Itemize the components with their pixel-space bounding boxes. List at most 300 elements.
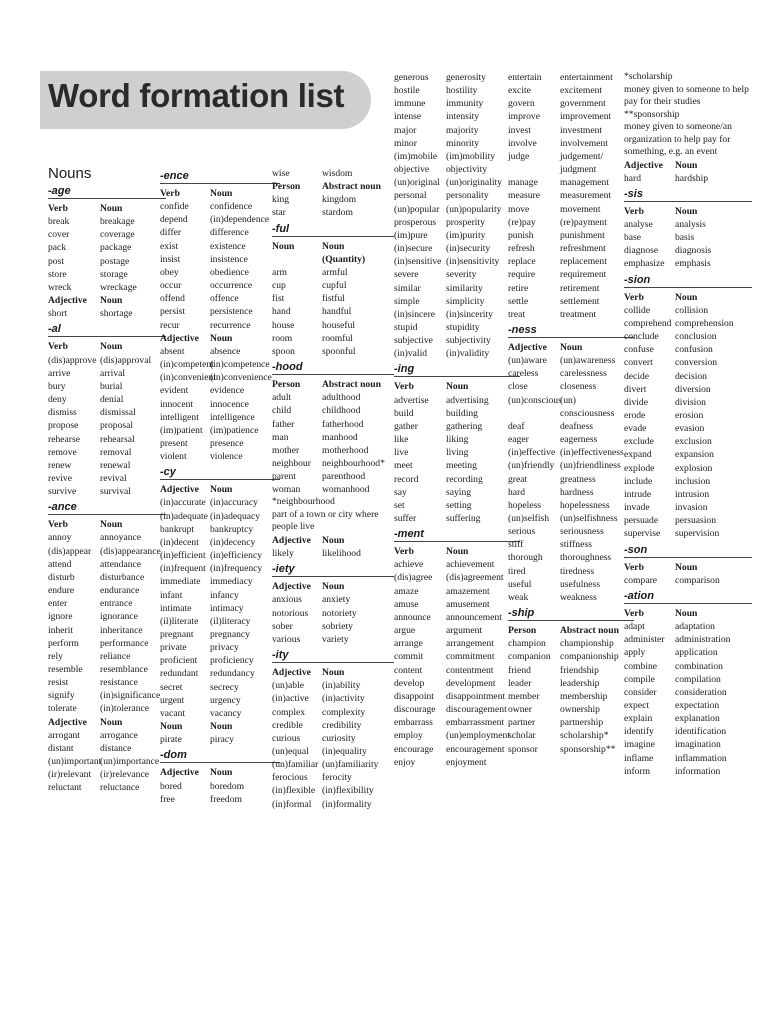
- base-word: major: [394, 124, 417, 136]
- header-left: Adjective: [48, 716, 87, 728]
- base-word: (in)valid: [394, 348, 428, 360]
- derived-noun: motherhood: [322, 444, 369, 456]
- derived-noun: comparison: [675, 574, 720, 586]
- footnote: part of a town or city where people live: [272, 508, 379, 533]
- derived-noun: companionship: [560, 651, 619, 663]
- word-pair-row: [508, 407, 634, 420]
- base-word: present: [160, 437, 188, 449]
- column-header-row: [160, 720, 280, 733]
- base-word: occur: [160, 280, 182, 292]
- word-pair-row: [394, 729, 520, 742]
- base-word: anxious: [272, 594, 302, 606]
- base-word: exist: [160, 240, 179, 252]
- base-word: refresh: [508, 243, 535, 255]
- derived-noun: involvement: [560, 137, 608, 149]
- base-word: owner: [508, 704, 532, 716]
- word-pair-row: [508, 282, 634, 295]
- base-word: persist: [160, 306, 186, 318]
- derived-noun: replacement: [560, 256, 607, 268]
- derived-noun: innocence: [210, 398, 249, 410]
- derived-noun: building: [446, 407, 478, 419]
- word-pair-row: [272, 431, 394, 444]
- derived-noun: dismissal: [100, 407, 136, 419]
- derived-noun: deafness: [560, 420, 594, 432]
- header-left: Verb: [394, 381, 414, 393]
- derived-noun: obedience: [210, 266, 249, 278]
- word-pair-row: [508, 637, 634, 650]
- derived-noun: absence: [210, 345, 241, 357]
- word-pair-row: [394, 150, 520, 163]
- word-pair-row: [394, 97, 520, 110]
- word-pair-row: [508, 551, 634, 564]
- word-pair-row: [508, 499, 634, 512]
- base-word: scholar: [508, 730, 536, 742]
- derived-noun: (un)selfishness: [560, 513, 618, 524]
- derived-noun: retirement: [560, 282, 600, 294]
- derived-noun: rehearsal: [100, 433, 135, 445]
- base-word: leader: [508, 677, 532, 689]
- suffix-heading: -al: [48, 323, 166, 337]
- derived-noun: (in)convenience: [210, 372, 272, 384]
- column-header-row: [48, 202, 166, 215]
- derived-noun: proficiency: [210, 655, 254, 667]
- word-pair-row: [394, 571, 520, 584]
- derived-noun: (un)popularity: [446, 203, 502, 215]
- header-right: Noun: [100, 203, 123, 214]
- derived-noun: adulthood: [322, 392, 361, 404]
- derived-noun: (in)adequacy: [210, 510, 261, 522]
- word-pair-row: [272, 292, 394, 305]
- base-word: improve: [508, 111, 540, 123]
- derived-noun: partnership: [560, 717, 604, 729]
- base-word: (re)pay: [508, 216, 536, 228]
- base-word: various: [272, 633, 301, 645]
- derived-noun: existence: [210, 240, 246, 252]
- base-word: adult: [272, 392, 292, 404]
- derived-noun: sponsorship**: [560, 743, 616, 755]
- base-word: combine: [624, 660, 658, 672]
- derived-noun: collision: [675, 304, 709, 316]
- derived-noun: consideration: [675, 686, 727, 698]
- derived-noun: commitment: [446, 651, 495, 663]
- word-pair-row: [160, 602, 280, 615]
- header-right: Noun: [446, 546, 469, 558]
- word-pair-row: [48, 485, 166, 498]
- derived-noun: expansion: [675, 449, 714, 461]
- word-pair-row: [508, 486, 634, 499]
- header-right: Noun: [100, 295, 123, 307]
- header-left: [272, 253, 322, 266]
- base-word: close: [508, 381, 528, 393]
- base-word: suffer: [394, 513, 417, 524]
- base-word: disappoint: [394, 690, 434, 702]
- base-word: wise: [272, 168, 290, 179]
- word-pair-row: [160, 279, 280, 292]
- derived-noun: coverage: [100, 229, 135, 241]
- header-left: Adjective: [272, 581, 311, 593]
- base-word: dismiss: [48, 407, 77, 419]
- derived-noun: championship: [560, 638, 614, 650]
- derived-noun: manhood: [322, 431, 358, 443]
- derived-noun: entertainment: [560, 72, 613, 83]
- suffix-heading: -dom: [160, 749, 280, 763]
- derived-noun: supervision: [675, 528, 720, 540]
- word-pair-row: [508, 420, 634, 433]
- header-right: Noun: [322, 581, 345, 593]
- base-word: serious: [508, 526, 536, 538]
- base-word: inherit: [48, 624, 74, 636]
- header-left: Adjective: [160, 484, 199, 496]
- footnote: *scholarship: [624, 71, 673, 82]
- word-pair-row: [508, 189, 634, 202]
- derived-noun: confusion: [675, 344, 713, 356]
- word-pair-row: [508, 538, 634, 551]
- word-pair-row: [508, 137, 634, 150]
- base-word: free: [160, 793, 175, 805]
- base-word: invade: [624, 502, 650, 514]
- derived-noun: requirement: [560, 269, 607, 281]
- suffix-heading: -ity: [272, 649, 394, 663]
- base-word: spoon: [272, 345, 295, 357]
- derived-noun: (in)ability: [322, 680, 361, 692]
- derived-noun: cupful: [322, 280, 347, 292]
- word-pair-row: [160, 358, 280, 371]
- base-word: severe: [394, 269, 419, 281]
- derived-noun: attendance: [100, 558, 142, 570]
- derived-noun: intrusion: [675, 488, 710, 500]
- derived-noun: (il)literacy: [210, 615, 251, 627]
- derived-noun: wisdom: [322, 168, 353, 179]
- base-word: encourage: [394, 743, 434, 755]
- derived-noun: ferocity: [322, 772, 352, 784]
- derived-noun: evidence: [210, 385, 245, 397]
- derived-noun: subjectivity: [446, 335, 491, 347]
- base-word: differ: [160, 227, 182, 239]
- base-word: house: [272, 319, 295, 331]
- derived-noun: storage: [100, 268, 128, 280]
- derived-noun: (in)validity: [446, 348, 490, 360]
- word-pair-row: [272, 732, 394, 745]
- base-word: (un)original: [394, 177, 440, 189]
- word-pair-row: [160, 523, 280, 536]
- base-word: divert: [624, 383, 647, 395]
- base-word: erode: [624, 410, 646, 421]
- word-pair-row: [394, 690, 520, 703]
- word-pair-row: [272, 444, 394, 457]
- derived-noun: expectation: [675, 699, 720, 711]
- header-right: Noun: [100, 519, 123, 531]
- header-right: Abstract noun: [322, 181, 381, 193]
- base-word: invest: [508, 124, 531, 136]
- derived-noun: conversion: [675, 357, 718, 369]
- derived-noun: friendship: [560, 664, 599, 676]
- base-word: require: [508, 269, 536, 281]
- derived-noun: evasion: [675, 423, 705, 435]
- word-pair-row: [624, 304, 752, 317]
- word-pair-row: [394, 611, 520, 624]
- word-pair-row: [624, 396, 752, 409]
- word-pair-row: [160, 437, 280, 450]
- header-left: Adjective: [272, 667, 311, 679]
- column-header-row: [272, 253, 394, 266]
- derived-noun: womanhood: [322, 484, 370, 496]
- derived-noun: saying: [446, 486, 472, 498]
- base-word: punish: [508, 229, 534, 241]
- header-left: Person: [272, 181, 301, 193]
- base-word: ferocious: [272, 772, 308, 784]
- derived-noun: advertising: [446, 394, 489, 406]
- derived-noun: meeting: [446, 460, 477, 472]
- derived-noun: weakness: [560, 591, 597, 603]
- base-word: resist: [48, 677, 69, 689]
- derived-noun: freedom: [210, 793, 242, 805]
- base-word: expect: [624, 699, 650, 711]
- derived-noun: imagination: [675, 739, 721, 751]
- base-word: argue: [394, 625, 416, 637]
- base-word: violent: [160, 451, 187, 463]
- word-pair-row: [272, 547, 394, 560]
- base-word: (in)flexible: [272, 785, 316, 797]
- derived-noun: simplicity: [446, 295, 485, 307]
- base-word: (il)literate: [160, 615, 199, 627]
- base-word: (in)secure: [394, 243, 433, 255]
- suffix-heading: -ing: [394, 363, 520, 377]
- base-word: set: [394, 499, 405, 511]
- word-pair-row: [508, 677, 634, 690]
- derived-noun: recurrence: [210, 319, 251, 331]
- word-pair-row: [48, 459, 166, 472]
- base-word: obey: [160, 266, 179, 278]
- word-pair-row: [394, 163, 520, 176]
- derived-noun: occurrence: [210, 280, 253, 292]
- base-word: man: [272, 431, 289, 443]
- word-pair-row: [624, 231, 752, 244]
- word-pair-row: [394, 229, 520, 242]
- base-word: subjective: [394, 335, 433, 347]
- suffix-heading: -ship: [508, 607, 634, 621]
- base-word: ignore: [48, 611, 73, 623]
- word-pair-row: [394, 650, 520, 663]
- derived-noun: arrogance: [100, 729, 138, 741]
- word-pair-row: [48, 472, 166, 485]
- header-left: Adjective: [624, 159, 663, 171]
- base-word: confide: [160, 201, 189, 213]
- derived-noun: (im)mobility: [446, 150, 496, 162]
- header-right: Noun: [675, 607, 698, 619]
- base-word: signify: [48, 690, 75, 702]
- word-pair-row: [624, 725, 752, 738]
- column-header-row: [48, 518, 166, 531]
- derived-noun: membership: [560, 690, 608, 702]
- base-word: careless: [508, 368, 539, 380]
- base-word: (in)convenient: [160, 372, 216, 384]
- derived-noun: houseful: [322, 319, 356, 331]
- word-pair-row: [394, 84, 520, 97]
- header-right: Abstract noun: [560, 625, 619, 637]
- derived-noun: movement: [560, 203, 601, 215]
- header-right: Noun: [322, 240, 345, 252]
- header-right: Noun: [675, 291, 698, 303]
- word-pair-row: [394, 203, 520, 216]
- word-pair-row: [508, 473, 634, 486]
- derived-noun: difference: [210, 227, 249, 239]
- base-word: pack: [48, 242, 67, 254]
- derived-noun: variety: [322, 633, 349, 645]
- section-heading: Nouns: [48, 165, 92, 182]
- word-pair-row: [160, 292, 280, 305]
- column-header-row: [624, 607, 752, 620]
- base-word: say: [394, 486, 407, 498]
- word-pair-row: [508, 150, 634, 163]
- word-pair-row: [160, 575, 280, 588]
- derived-noun: complexity: [322, 706, 366, 718]
- derived-noun: anxiety: [322, 594, 351, 606]
- base-word: enter: [48, 598, 68, 610]
- word-pair-row: [394, 255, 520, 268]
- derived-noun: (in)effectiveness: [560, 447, 624, 459]
- base-word: hard: [508, 486, 526, 498]
- word-pair-row: [508, 229, 634, 242]
- base-word: (in)formal: [272, 798, 312, 810]
- derived-noun: shortage: [100, 308, 133, 320]
- base-word: emphasize: [624, 258, 665, 270]
- derived-noun: proposal: [100, 420, 134, 432]
- word-pair-row: [624, 448, 752, 461]
- base-word: notorious: [272, 607, 309, 619]
- suffix-heading: -ment: [394, 528, 520, 542]
- base-word: (un)important: [48, 756, 102, 768]
- derived-noun: explosion: [675, 462, 713, 474]
- base-word: (dis)agree: [394, 572, 433, 584]
- column-header-row: [160, 332, 280, 345]
- base-word: settle: [508, 295, 529, 307]
- derived-noun: judgment: [560, 164, 597, 176]
- base-word: pirate: [160, 734, 182, 746]
- word-pair-row: [508, 295, 634, 308]
- word-pair-row: [160, 733, 280, 746]
- base-word: revive: [48, 472, 72, 484]
- word-pair-row: [624, 765, 752, 778]
- base-word: achieve: [394, 559, 424, 571]
- derived-noun: hopelessness: [560, 499, 610, 511]
- derived-noun: application: [675, 647, 718, 659]
- word-pair-row: [508, 367, 634, 380]
- base-word: (un)familiar: [272, 759, 319, 771]
- word-pair-row: [508, 703, 634, 716]
- word-pair-row: [48, 768, 166, 781]
- word-pair-row: [394, 137, 520, 150]
- base-word: member: [508, 690, 540, 702]
- word-pair-row: [160, 213, 280, 226]
- derived-noun: package: [100, 242, 132, 254]
- word-pair-row: [508, 446, 634, 459]
- column-header-row: [48, 716, 166, 729]
- column-header-row: [272, 666, 394, 679]
- derived-noun: intelligence: [210, 411, 255, 423]
- column-header-row: [272, 580, 394, 593]
- word-pair-row: [624, 752, 752, 765]
- footnote: **sponsorship: [624, 108, 680, 120]
- base-word: deny: [48, 394, 67, 406]
- derived-noun: (in)competence: [210, 359, 270, 371]
- word-pair-row: [48, 393, 166, 406]
- base-word: distant: [48, 742, 74, 754]
- word-pair-row: [394, 716, 520, 729]
- header-left: Verb: [160, 188, 180, 199]
- word-pair-row: [508, 565, 634, 578]
- base-word: (un)able: [272, 680, 304, 692]
- derived-noun: (in)formality: [322, 798, 372, 810]
- base-word: woman: [272, 484, 301, 496]
- base-word: insist: [160, 253, 181, 265]
- word-pair-row: [160, 562, 280, 575]
- base-word: supervise: [624, 528, 661, 540]
- word-pair-row: [272, 607, 394, 620]
- derived-noun: erosion: [675, 410, 704, 421]
- word-pair-row: [624, 686, 752, 699]
- word-pair-row: [160, 266, 280, 279]
- page-title: Word formation list: [48, 77, 345, 114]
- column-header-row: [394, 545, 520, 558]
- derived-noun: vacancy: [210, 707, 242, 719]
- word-pair-row: [394, 558, 520, 571]
- derived-noun: notoriety: [322, 607, 357, 619]
- base-word: perform: [48, 637, 79, 649]
- word-pair-row: [160, 226, 280, 239]
- word-pair-row: [48, 268, 166, 281]
- base-word: useful: [508, 578, 532, 590]
- word-pair-row: [160, 398, 280, 411]
- word-pair-row: [624, 435, 752, 448]
- word-pair-row: [48, 255, 166, 268]
- word-pair-row: [624, 462, 752, 475]
- derived-noun: management: [560, 177, 610, 189]
- base-word: (im)mobile: [394, 150, 438, 162]
- base-word: disturb: [48, 571, 75, 583]
- derived-noun: childhood: [322, 405, 361, 417]
- derived-noun: reliance: [100, 650, 131, 662]
- column-4: [394, 71, 520, 769]
- word-pair-row: [508, 664, 634, 677]
- word-pair-row: [394, 703, 520, 716]
- word-pair-row: [272, 745, 394, 758]
- word-pair-row: [624, 218, 752, 231]
- word-pair-row: [508, 729, 634, 742]
- word-pair-row: [272, 784, 394, 797]
- derived-noun: amazement: [446, 585, 490, 597]
- base-word: intelligent: [160, 411, 199, 423]
- base-word: discourage: [394, 704, 436, 716]
- header-left: Adjective: [160, 332, 199, 344]
- derived-noun: breakage: [100, 216, 135, 228]
- derived-noun: diversion: [675, 383, 711, 395]
- derived-noun: (un)employment: [446, 730, 510, 742]
- derived-noun: (in)sensitivity: [446, 256, 500, 268]
- word-pair-row: [160, 549, 280, 562]
- word-pair-row: [48, 597, 166, 610]
- header-left: Adjective: [48, 295, 87, 307]
- derived-noun: tiredness: [560, 565, 595, 577]
- base-word: govern: [508, 98, 535, 110]
- base-word: (im)patient: [160, 424, 203, 436]
- base-word: resemble: [48, 664, 83, 675]
- base-word: build: [394, 407, 414, 419]
- word-pair-row: [160, 536, 280, 549]
- header-left: Noun: [160, 721, 183, 733]
- word-pair-row: [394, 756, 520, 769]
- word-pair-row: [160, 384, 280, 397]
- word-pair-row: [48, 406, 166, 419]
